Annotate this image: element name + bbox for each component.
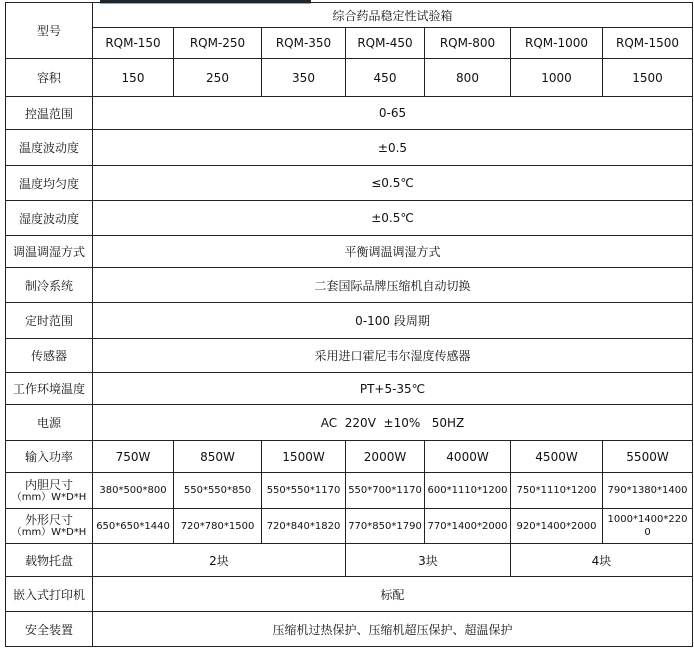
table-row-trays [6,544,693,577]
input-power-cell: 5500W [603,441,693,473]
table-row-timing-range [6,303,693,339]
row-label-safety-devices: 安全装置 [6,612,93,647]
outer-dimension-cell: 770*1400*2000 [425,509,511,544]
tray-count-cell: 4块 [511,544,693,577]
volume-cell: 250 [174,59,262,97]
table-row-built-in-printer [6,577,693,612]
outer-dimension-cell: 920*1400*2000 [511,509,603,544]
table-row-input-power [6,441,693,473]
outer-dimension-cell: 720*780*1500 [174,509,262,544]
inner-dimension-cell: 550*550*850 [174,473,262,509]
row-label-input-power: 输入功率 [6,441,93,473]
table-row-sensor [6,339,693,373]
tray-count-cell: 3块 [346,544,511,577]
outer-dimension-cell: 770*850*1790 [346,509,425,544]
table-row-title [6,3,693,28]
outer-dimension-cell: 1000*1400*2200 [603,509,693,544]
outer-dimension-cell: 720*840*1820 [262,509,346,544]
table-row-volume [6,59,693,97]
row-label-sensor: 传感器 [6,339,93,373]
row-label-model: 型号 [6,3,93,59]
row-label-built-in-printer: 嵌入式打印机 [6,577,93,612]
model-cell: RQM-800 [425,28,511,59]
inner-dimensions-label: 内胆尺寸 [24,477,73,492]
tray-count-cell: 2块 [93,544,346,577]
table-row-working-ambient-temp [6,373,693,405]
table-row-temp-uniformity [6,166,693,201]
row-label-volume: 容积 [6,59,93,97]
value-temp-humidity-mode: 平衡调温调湿方式 [93,236,693,268]
inner-dimension-cell: 380*500*800 [93,473,174,509]
table-row-safety-devices [6,612,693,647]
row-label-temp-humidity-mode: 调温调湿方式 [6,236,93,268]
value-power-supply: AC 220V ±10% 50HZ [93,405,693,441]
outer-dimensions-unit-label: （mm）W*D*H [11,527,87,538]
value-built-in-printer: 标配 [93,577,693,612]
input-power-cell: 4000W [425,441,511,473]
table-row-outer-dimensions [6,509,693,544]
table-row-power-supply [6,405,693,441]
spec-table [5,2,693,647]
input-power-cell: 750W [93,441,174,473]
row-label-humidity-fluctuation: 湿度波动度 [6,201,93,236]
input-power-cell: 850W [174,441,262,473]
inner-dimension-cell: 550*550*1170 [262,473,346,509]
value-timing-range: 0-100 段周期 [93,303,693,339]
value-working-ambient-temp: PT+5-35℃ [93,373,693,405]
row-label-trays: 载物托盘 [6,544,93,577]
value-sensor: 采用进口霍尼韦尔湿度传感器 [93,339,693,373]
row-label-temp-control-range: 控温范围 [6,97,93,130]
volume-cell: 1500 [603,59,693,97]
table-row-temp-control-range [6,97,693,130]
volume-cell: 350 [262,59,346,97]
row-label-outer-dimensions [6,509,93,544]
value-temp-fluctuation: ±0.5 [93,130,693,166]
value-temp-control-range: 0-65 [93,97,693,130]
table-row-temp-humidity-mode [6,236,693,268]
input-power-cell: 4500W [511,441,603,473]
inner-dimension-cell: 750*1110*1200 [511,473,603,509]
row-label-timing-range: 定时范围 [6,303,93,339]
value-humidity-fluctuation: ±0.5℃ [93,201,693,236]
value-safety-devices: 压缩机过热保护、压缩机超压保护、超温保护 [93,612,693,647]
inner-dimension-cell: 550*700*1170 [346,473,425,509]
outer-dimensions-label: 外形尺寸 [24,513,73,527]
volume-cell: 150 [93,59,174,97]
input-power-cell: 1500W [262,441,346,473]
input-power-cell: 2000W [346,441,425,473]
model-cell: RQM-1000 [511,28,603,59]
volume-cell: 800 [425,59,511,97]
model-cell: RQM-150 [93,28,174,59]
value-refrigeration-system: 二套国际品牌压缩机自动切换 [93,268,693,303]
model-cell: RQM-1500 [603,28,693,59]
row-label-temp-fluctuation: 温度波动度 [6,130,93,166]
row-label-working-ambient-temp: 工作环境温度 [6,373,93,405]
volume-cell: 1000 [511,59,603,97]
volume-cell: 450 [346,59,425,97]
model-cell: RQM-350 [262,28,346,59]
inner-dimensions-unit-label: （mm）W*D*H [11,491,87,503]
inner-dimension-cell: 600*1110*1200 [425,473,511,509]
row-label-power-supply: 电源 [6,405,93,441]
value-temp-uniformity: ≤0.5℃ [93,166,693,201]
table-row-refrigeration-system [6,268,693,303]
outer-dimension-cell: 650*650*1440 [93,509,174,544]
row-label-refrigeration-system: 制冷系统 [6,268,93,303]
row-label-inner-dimensions [6,473,93,509]
inner-dimension-cell: 790*1380*1400 [603,473,693,509]
table-row-models [6,28,693,59]
model-cell: RQM-450 [346,28,425,59]
table-row-inner-dimensions [6,473,693,509]
table-title: 综合药品稳定性试验箱 [93,3,693,28]
model-cell: RQM-250 [174,28,262,59]
table-row-humidity-fluctuation [6,201,693,236]
row-label-temp-uniformity: 温度均匀度 [6,166,93,201]
table-row-temp-fluctuation [6,130,693,166]
